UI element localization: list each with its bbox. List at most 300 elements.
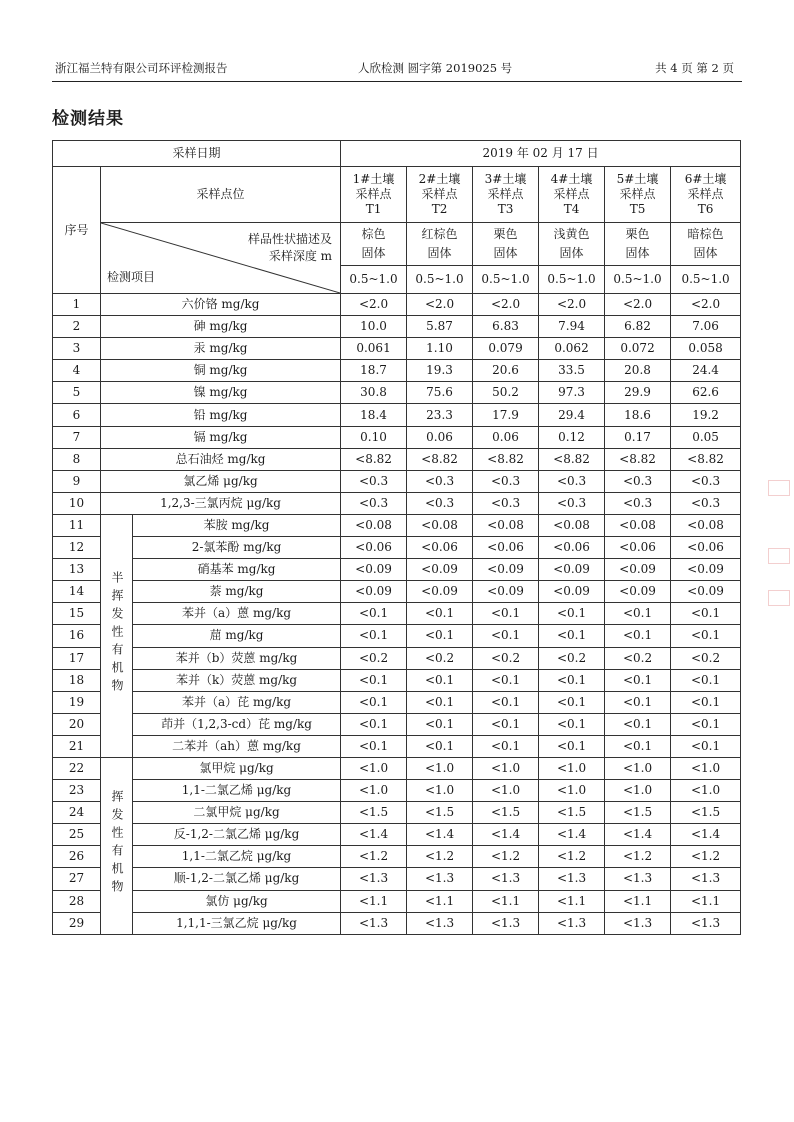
row-number: 27 — [53, 868, 101, 890]
row-number: 20 — [53, 713, 101, 735]
result-value-T4: 33.5 — [539, 360, 605, 382]
table-row — [53, 581, 741, 603]
sampling-point-line: 采样点 — [355, 187, 392, 201]
result-value-T5: 20.8 — [605, 360, 671, 382]
sample-desc-color: 暗棕色 — [687, 226, 724, 241]
table-row — [53, 846, 741, 868]
result-value-T4: <0.09 — [539, 581, 605, 603]
result-value-T6: <0.1 — [671, 669, 741, 691]
table-row — [53, 669, 741, 691]
result-value-T4: <0.1 — [539, 669, 605, 691]
result-value-T5: <0.1 — [605, 735, 671, 757]
test-item: 苯并（k）荧蒽 mg/kg — [133, 669, 341, 691]
row-number: 13 — [53, 559, 101, 581]
result-value-T2: <0.3 — [407, 470, 473, 492]
result-value-T5: <0.3 — [605, 470, 671, 492]
row-number: 8 — [53, 448, 101, 470]
row-number: 19 — [53, 691, 101, 713]
sampling-point-line: T1 — [365, 202, 382, 216]
sampling-point-row — [53, 167, 741, 223]
result-value-T6: <0.1 — [671, 625, 741, 647]
sampling-point-line: 采样点 — [687, 187, 724, 201]
header-report-number: 人欣检测 圆字第 2019025 号 — [358, 61, 513, 75]
result-value-T4: <0.1 — [539, 625, 605, 647]
result-value-T5: 6.82 — [605, 316, 671, 338]
result-value-T6: <0.3 — [671, 470, 741, 492]
result-value-T6: <1.3 — [671, 868, 741, 890]
result-value-T3: <1.0 — [473, 780, 539, 802]
result-value-T6: <2.0 — [671, 294, 741, 316]
table-row — [53, 338, 741, 360]
result-value-T5: <1.3 — [605, 868, 671, 890]
result-value-T2: <1.0 — [407, 780, 473, 802]
result-value-T2: 75.6 — [407, 382, 473, 404]
result-value-T2: <1.5 — [407, 802, 473, 824]
result-value-T6: <0.1 — [671, 735, 741, 757]
test-item: 1,1,1-三氯乙烷 μg/kg — [133, 912, 341, 934]
table-row — [53, 382, 741, 404]
stamp-mark — [768, 590, 790, 606]
result-value-T6: <0.08 — [671, 514, 741, 536]
row-number: 15 — [53, 603, 101, 625]
result-value-T4: <1.3 — [539, 868, 605, 890]
sample-desc-T5 — [605, 223, 671, 266]
result-value-T5: <1.4 — [605, 824, 671, 846]
test-item: 汞 mg/kg — [101, 338, 341, 360]
row-number: 2 — [53, 316, 101, 338]
result-value-T5: <0.1 — [605, 625, 671, 647]
result-value-T3: <0.1 — [473, 625, 539, 647]
result-value-T2: <0.09 — [407, 581, 473, 603]
result-value-T2: <1.4 — [407, 824, 473, 846]
sample-desc-color: 棕色 — [361, 226, 386, 241]
result-value-T3: 0.06 — [473, 426, 539, 448]
sample-depth-T6: 0.5~1.0 — [671, 265, 741, 293]
result-value-T1: <0.1 — [341, 603, 407, 625]
row-number: 24 — [53, 802, 101, 824]
result-value-T1: <0.06 — [341, 537, 407, 559]
result-value-T1: 18.7 — [341, 360, 407, 382]
test-item: 1,2,3-三氯丙烷 μg/kg — [101, 492, 341, 514]
result-value-T5: 29.9 — [605, 382, 671, 404]
table-row — [53, 294, 741, 316]
row-number: 1 — [53, 294, 101, 316]
sample-desc-T4 — [539, 223, 605, 266]
result-value-T2: <0.06 — [407, 537, 473, 559]
result-value-T6: 62.6 — [671, 382, 741, 404]
result-value-T4: <0.08 — [539, 514, 605, 536]
test-item: 氯仿 μg/kg — [133, 890, 341, 912]
result-value-T1: <8.82 — [341, 448, 407, 470]
table-row — [53, 691, 741, 713]
sampling-point-line: T5 — [629, 202, 646, 216]
table-row — [53, 625, 741, 647]
row-number: 25 — [53, 824, 101, 846]
result-value-T2: <0.1 — [407, 713, 473, 735]
result-value-T2: <0.1 — [407, 603, 473, 625]
result-value-T4: <1.0 — [539, 757, 605, 779]
test-item: 镉 mg/kg — [101, 426, 341, 448]
result-value-T2: <0.1 — [407, 669, 473, 691]
seq-header: 序号 — [53, 167, 101, 294]
sample-desc-T1 — [341, 223, 407, 266]
result-value-T4: <1.5 — [539, 802, 605, 824]
result-value-T6: <1.5 — [671, 802, 741, 824]
sampling-point-line: T3 — [497, 202, 514, 216]
header-page-count: 共 4 页 第 2 页 — [655, 61, 734, 75]
result-value-T4: <1.1 — [539, 890, 605, 912]
desc-header — [248, 231, 332, 265]
result-value-T5: 0.072 — [605, 338, 671, 360]
result-value-T5: <1.0 — [605, 757, 671, 779]
test-item: 氯乙烯 μg/kg — [101, 470, 341, 492]
result-value-T1: <1.0 — [341, 757, 407, 779]
result-value-T1: <1.0 — [341, 780, 407, 802]
stamp-mark — [768, 480, 790, 496]
result-value-T4: <0.3 — [539, 470, 605, 492]
result-value-T6: 19.2 — [671, 404, 741, 426]
diagonal-header-cell — [101, 223, 341, 294]
result-value-T6: <8.82 — [671, 448, 741, 470]
result-value-T2: <0.3 — [407, 492, 473, 514]
sample-desc-color: 红棕色 — [421, 226, 458, 241]
test-item: 氯甲烷 μg/kg — [133, 757, 341, 779]
sample-depth-T2: 0.5~1.0 — [407, 265, 473, 293]
result-value-T1: <1.3 — [341, 868, 407, 890]
result-value-T2: <0.1 — [407, 625, 473, 647]
sample-desc-state: 固体 — [361, 245, 386, 260]
result-value-T1: 18.4 — [341, 404, 407, 426]
row-number: 12 — [53, 537, 101, 559]
result-value-T6: <0.2 — [671, 647, 741, 669]
row-number: 3 — [53, 338, 101, 360]
result-value-T3: 50.2 — [473, 382, 539, 404]
result-value-T3: <0.3 — [473, 470, 539, 492]
result-value-T4: 7.94 — [539, 316, 605, 338]
result-value-T5: <0.1 — [605, 669, 671, 691]
result-value-T6: <0.1 — [671, 691, 741, 713]
result-value-T4: 0.062 — [539, 338, 605, 360]
result-value-T1: <1.4 — [341, 824, 407, 846]
test-item: 反-1,2-二氯乙烯 μg/kg — [133, 824, 341, 846]
test-item: 硝基苯 mg/kg — [133, 559, 341, 581]
result-value-T5: 0.17 — [605, 426, 671, 448]
result-value-T4: <1.3 — [539, 912, 605, 934]
result-value-T2: <1.0 — [407, 757, 473, 779]
sampling-point-T3 — [473, 167, 539, 223]
sampling-point-line: 采样点 — [619, 187, 656, 201]
row-number: 26 — [53, 846, 101, 868]
header-divider — [52, 81, 742, 82]
sampling-point-line: 采样点 — [421, 187, 458, 201]
result-value-T1: <2.0 — [341, 294, 407, 316]
test-item: 顺-1,2-二氯乙烯 μg/kg — [133, 868, 341, 890]
sample-depth-T1: 0.5~1.0 — [341, 265, 407, 293]
result-value-T5: <0.1 — [605, 691, 671, 713]
result-value-T2: 0.06 — [407, 426, 473, 448]
results-table-body — [53, 141, 741, 935]
result-value-T2: <1.1 — [407, 890, 473, 912]
result-value-T1: <0.1 — [341, 713, 407, 735]
result-value-T5: <1.5 — [605, 802, 671, 824]
group-semi-volatile-label: 半挥发性有机物 — [110, 570, 124, 697]
result-value-T4: 97.3 — [539, 382, 605, 404]
result-value-T6: <0.1 — [671, 603, 741, 625]
table-row — [53, 780, 741, 802]
test-item: 萘 mg/kg — [133, 581, 341, 603]
result-value-T4: <0.2 — [539, 647, 605, 669]
result-value-T1: <0.3 — [341, 470, 407, 492]
result-value-T1: <0.08 — [341, 514, 407, 536]
result-value-T6: 0.058 — [671, 338, 741, 360]
sampling-point-line: 2#土壤 — [418, 172, 461, 186]
result-value-T1: <0.09 — [341, 581, 407, 603]
desc-header-line1: 样品性状描述及 — [248, 232, 333, 246]
result-value-T2: 19.3 — [407, 360, 473, 382]
desc-header-line2: 采样深度 m — [268, 249, 333, 263]
result-value-T4: <0.09 — [539, 559, 605, 581]
sample-depth-T3: 0.5~1.0 — [473, 265, 539, 293]
result-value-T1: <0.1 — [341, 625, 407, 647]
table-row — [53, 404, 741, 426]
sample-desc-row — [53, 223, 741, 266]
sampling-point-line: 采样点 — [553, 187, 590, 201]
sample-desc-T6 — [671, 223, 741, 266]
result-value-T2: <1.3 — [407, 868, 473, 890]
result-value-T3: <0.1 — [473, 669, 539, 691]
sampling-date-value: 2019 年 02 月 17 日 — [341, 141, 741, 167]
result-value-T6: <0.09 — [671, 559, 741, 581]
sampling-date-label: 采样日期 — [53, 141, 341, 167]
test-item: 六价铬 mg/kg — [101, 294, 341, 316]
result-value-T6: <1.3 — [671, 912, 741, 934]
table-row — [53, 492, 741, 514]
result-value-T5: 18.6 — [605, 404, 671, 426]
result-value-T4: <8.82 — [539, 448, 605, 470]
sampling-point-T1 — [341, 167, 407, 223]
point-header: 采样点位 — [101, 167, 341, 223]
result-value-T1: 10.0 — [341, 316, 407, 338]
result-value-T3: <1.3 — [473, 912, 539, 934]
result-value-T4: <1.0 — [539, 780, 605, 802]
result-value-T5: <1.0 — [605, 780, 671, 802]
sample-desc-state: 固体 — [625, 245, 650, 260]
sample-desc-state: 固体 — [427, 245, 452, 260]
test-item: 二氯甲烷 μg/kg — [133, 802, 341, 824]
result-value-T3: <1.3 — [473, 868, 539, 890]
result-value-T3: <1.4 — [473, 824, 539, 846]
results-table — [52, 140, 741, 935]
result-value-T6: <0.3 — [671, 492, 741, 514]
sample-desc-state: 固体 — [493, 245, 518, 260]
table-row — [53, 647, 741, 669]
row-number: 22 — [53, 757, 101, 779]
item-header: 检测项目 — [107, 270, 156, 284]
result-value-T5: <0.3 — [605, 492, 671, 514]
result-value-T3: <0.09 — [473, 581, 539, 603]
test-item: 总石油烃 mg/kg — [101, 448, 341, 470]
result-value-T1: <0.1 — [341, 735, 407, 757]
result-value-T1: <0.2 — [341, 647, 407, 669]
result-value-T2: <1.3 — [407, 912, 473, 934]
result-value-T3: <1.5 — [473, 802, 539, 824]
row-number: 11 — [53, 514, 101, 536]
result-value-T3: <0.1 — [473, 691, 539, 713]
result-value-T3: <0.2 — [473, 647, 539, 669]
table-row — [53, 537, 741, 559]
row-number: 7 — [53, 426, 101, 448]
result-value-T5: <0.2 — [605, 647, 671, 669]
sample-desc-color: 栗色 — [625, 226, 650, 241]
result-value-T5: <0.09 — [605, 581, 671, 603]
row-number: 23 — [53, 780, 101, 802]
sample-desc-state: 固体 — [559, 245, 584, 260]
table-row — [53, 470, 741, 492]
result-value-T5: <0.09 — [605, 559, 671, 581]
result-value-T2: <0.1 — [407, 735, 473, 757]
table-row — [53, 448, 741, 470]
table-row — [53, 426, 741, 448]
test-item: 二苯并（ah）蒽 mg/kg — [133, 735, 341, 757]
result-value-T6: <1.2 — [671, 846, 741, 868]
result-value-T3: <0.3 — [473, 492, 539, 514]
result-value-T6: <1.0 — [671, 780, 741, 802]
result-value-T2: 1.10 — [407, 338, 473, 360]
table-row — [53, 757, 741, 779]
row-number: 29 — [53, 912, 101, 934]
sampling-point-line: T4 — [563, 202, 580, 216]
result-value-T4: 0.12 — [539, 426, 605, 448]
result-value-T5: <0.1 — [605, 713, 671, 735]
sampling-point-T4 — [539, 167, 605, 223]
row-number: 10 — [53, 492, 101, 514]
result-value-T4: <0.06 — [539, 537, 605, 559]
sample-depth-T5: 0.5~1.0 — [605, 265, 671, 293]
result-value-T3: <0.1 — [473, 735, 539, 757]
result-value-T1: <1.1 — [341, 890, 407, 912]
result-value-T3: <0.1 — [473, 713, 539, 735]
result-value-T1: <1.3 — [341, 912, 407, 934]
result-value-T6: 7.06 — [671, 316, 741, 338]
table-row — [53, 713, 741, 735]
result-value-T4: <2.0 — [539, 294, 605, 316]
sampling-point-T2 — [407, 167, 473, 223]
result-value-T2: <0.1 — [407, 691, 473, 713]
sample-desc-state: 固体 — [693, 245, 718, 260]
result-value-T3: <8.82 — [473, 448, 539, 470]
table-row — [53, 360, 741, 382]
table-row — [53, 890, 741, 912]
test-item: 铜 mg/kg — [101, 360, 341, 382]
test-item: 1,1-二氯乙烯 μg/kg — [133, 780, 341, 802]
result-value-T4: <0.1 — [539, 713, 605, 735]
test-item: 镍 mg/kg — [101, 382, 341, 404]
result-value-T1: <1.5 — [341, 802, 407, 824]
result-value-T3: <0.09 — [473, 559, 539, 581]
result-value-T2: <2.0 — [407, 294, 473, 316]
result-value-T2: <1.2 — [407, 846, 473, 868]
test-item: 茚并（1,2,3-cd）芘 mg/kg — [133, 713, 341, 735]
result-value-T6: <0.09 — [671, 581, 741, 603]
result-value-T4: <1.4 — [539, 824, 605, 846]
result-value-T2: 23.3 — [407, 404, 473, 426]
result-value-T6: <0.06 — [671, 537, 741, 559]
table-row — [53, 912, 741, 934]
result-value-T5: <0.06 — [605, 537, 671, 559]
row-number: 9 — [53, 470, 101, 492]
result-value-T6: <1.4 — [671, 824, 741, 846]
result-value-T5: <8.82 — [605, 448, 671, 470]
result-value-T5: <1.3 — [605, 912, 671, 934]
result-value-T5: <2.0 — [605, 294, 671, 316]
result-value-T3: <0.06 — [473, 537, 539, 559]
result-value-T1: <0.09 — [341, 559, 407, 581]
test-item: 砷 mg/kg — [101, 316, 341, 338]
sampling-point-line: 4#土壤 — [550, 172, 593, 186]
test-item: 2-氯苯酚 mg/kg — [133, 537, 341, 559]
result-value-T5: <0.1 — [605, 603, 671, 625]
result-value-T3: 0.079 — [473, 338, 539, 360]
result-value-T1: <0.3 — [341, 492, 407, 514]
result-value-T1: <0.1 — [341, 691, 407, 713]
test-item: 苯并（a）芘 mg/kg — [133, 691, 341, 713]
header-company: 浙江福兰特有限公司环评检测报告 — [55, 61, 228, 75]
stamp-mark — [768, 548, 790, 564]
result-value-T4: <1.2 — [539, 846, 605, 868]
result-value-T3: <1.2 — [473, 846, 539, 868]
result-value-T3: <1.0 — [473, 757, 539, 779]
row-number: 14 — [53, 581, 101, 603]
sampling-point-T6 — [671, 167, 741, 223]
row-number: 18 — [53, 669, 101, 691]
group-semi-volatile — [101, 514, 133, 757]
sampling-date-row — [53, 141, 741, 167]
result-value-T6: <1.1 — [671, 890, 741, 912]
result-value-T4: <0.1 — [539, 603, 605, 625]
result-value-T2: <0.08 — [407, 514, 473, 536]
result-value-T1: <0.1 — [341, 669, 407, 691]
sample-desc-T2 — [407, 223, 473, 266]
sampling-point-line: 3#土壤 — [484, 172, 527, 186]
result-value-T6: 0.05 — [671, 426, 741, 448]
result-value-T3: 17.9 — [473, 404, 539, 426]
table-row — [53, 735, 741, 757]
sample-desc-T3 — [473, 223, 539, 266]
sampling-point-line: 5#土壤 — [616, 172, 659, 186]
sampling-point-line: T2 — [431, 202, 448, 216]
table-row — [53, 316, 741, 338]
table-row — [53, 514, 741, 536]
page-title: 检测结果 — [52, 109, 124, 129]
result-value-T5: <1.1 — [605, 890, 671, 912]
test-item: 䓛 mg/kg — [133, 625, 341, 647]
table-row — [53, 559, 741, 581]
result-value-T5: <1.2 — [605, 846, 671, 868]
test-item: 苯并（a）蒽 mg/kg — [133, 603, 341, 625]
result-value-T1: <1.2 — [341, 846, 407, 868]
table-row — [53, 603, 741, 625]
result-value-T3: 20.6 — [473, 360, 539, 382]
result-value-T4: 29.4 — [539, 404, 605, 426]
result-value-T1: 0.10 — [341, 426, 407, 448]
row-number: 21 — [53, 735, 101, 757]
result-value-T6: <0.1 — [671, 713, 741, 735]
test-item: 1,1-二氯乙烷 μg/kg — [133, 846, 341, 868]
result-value-T3: <0.1 — [473, 603, 539, 625]
row-number: 6 — [53, 404, 101, 426]
result-value-T3: 6.83 — [473, 316, 539, 338]
test-item: 苯胺 mg/kg — [133, 514, 341, 536]
